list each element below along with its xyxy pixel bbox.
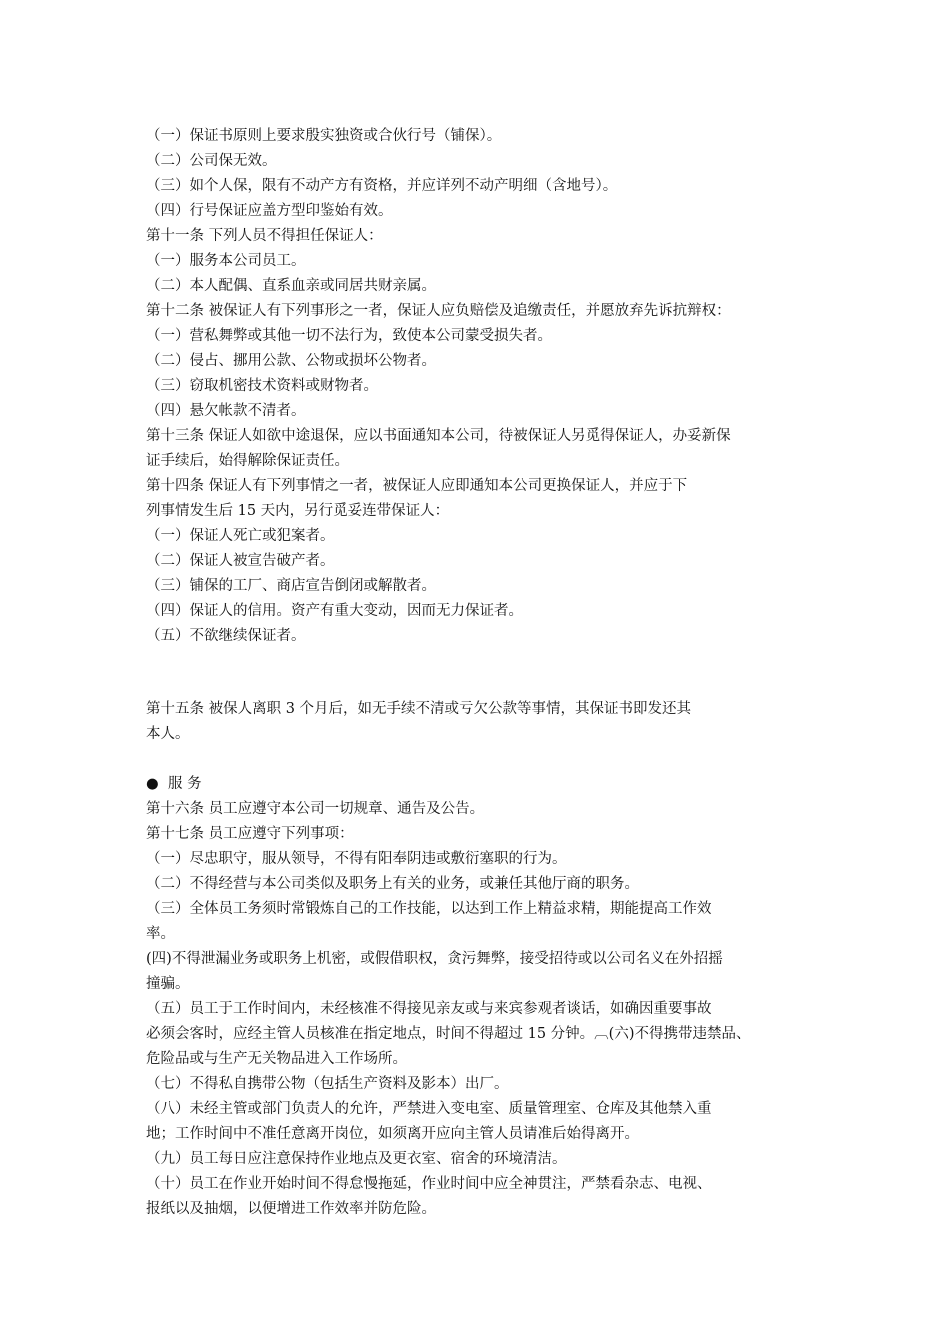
text-line: 本人。 bbox=[146, 726, 190, 742]
text-line: 地；工作时间中不准任意离开岗位，如须离开应向主管人员请准后始得离开。 bbox=[146, 1126, 639, 1142]
text-line: 证手续后，始得解除保证责任。 bbox=[146, 453, 349, 469]
text-line: （九）员工每日应注意保持作业地点及更衣室、宿舍的环境清洁。 bbox=[146, 1151, 567, 1167]
text-line: （三）铺保的工厂、商店宣告倒闭或解散者。 bbox=[146, 578, 436, 594]
text-line: （三）窃取机密技术资料或财物者。 bbox=[146, 378, 378, 394]
section-heading bbox=[146, 772, 846, 797]
text-line: （三）全体员工务须时常锻炼自己的工作技能，以达到工作上精益求精，期能提高工作效 bbox=[146, 901, 712, 917]
text-line: 率。 bbox=[146, 926, 175, 942]
text-line: （一）尽忠职守，服从领导，不得有阳奉阴违或敷衍塞职的行为。 bbox=[146, 851, 567, 867]
text-line: （八）未经主管或部门负责人的允许，严禁进入变电室、质量管理室、仓库及其他禁入重 bbox=[146, 1101, 712, 1117]
text-line: （四）保证人的信用。资产有重大变动，因而无力保证者。 bbox=[146, 603, 523, 619]
text-line: （三）如个人保，限有不动产方有资格，并应详列不动产明细（含地号）。 bbox=[146, 178, 618, 194]
text-line: 必须会客时，应经主管人员核准在指定地点，时间不得超过 15 分钟。︹(六)不得携带违禁品、 bbox=[146, 1026, 751, 1042]
text-line: （十）员工在作业开始时间不得怠慢拖延，作业时间中应全神贯注，严禁看杂志、电视、 bbox=[146, 1176, 712, 1192]
text-line: （一）营私舞弊或其他一切不法行为，致使本公司蒙受损失者。 bbox=[146, 328, 552, 344]
text-line: （二）侵占、挪用公款、公物或损坏公物者。 bbox=[146, 353, 436, 369]
text-line: （五）不欲继续保证者。 bbox=[146, 628, 306, 644]
text-line: （四）悬欠帐款不清者。 bbox=[146, 403, 306, 419]
text-line: （二）公司保无效。 bbox=[146, 153, 277, 169]
text-line: （二）本人配偶、直系血亲或同居共财亲属。 bbox=[146, 278, 436, 294]
text-line: （五）员工于工作时间内，未经核准不得接见亲友或与来宾参观者谈话，如确因重要事故 bbox=[146, 1001, 712, 1017]
section-heading-title: 服 务 bbox=[168, 776, 202, 792]
text-line: （四）行号保证应盖方型印鉴始有效。 bbox=[146, 203, 393, 219]
bullet-icon: ● bbox=[146, 776, 159, 792]
text-line: （二）保证人被宣告破产者。 bbox=[146, 553, 335, 569]
article-11: 第十一条 下列人员不得担任保证人： bbox=[146, 228, 383, 244]
article-16: 第十六条 员工应遵守本公司一切规章、通告及公告。 bbox=[146, 801, 485, 817]
text-line: 列事情发生后 15 天内，另行觅妥连带保证人： bbox=[146, 503, 450, 519]
article-17: 第十七条 员工应遵守下列事项： bbox=[146, 826, 354, 842]
text-line: （一）保证书原则上要求殷实独资或合伙行号（铺保）。 bbox=[146, 128, 502, 144]
article-15: 第十五条 被保人离职 3 个月后，如无手续不清或亏欠公款等事情，其保证书即发还其 bbox=[146, 701, 692, 717]
text-line: （七）不得私自携带公物（包括生产资料及影本）出厂。 bbox=[146, 1076, 509, 1092]
text-line: （一）保证人死亡或犯案者。 bbox=[146, 528, 335, 544]
text-line: 撞骗。 bbox=[146, 976, 190, 992]
article-13: 第十三条 保证人如欲中途退保，应以书面通知本公司，待被保证人另觅得保证人，办妥新保 bbox=[146, 428, 731, 444]
text-line: 危险品或与生产无关物品进入工作场所。 bbox=[146, 1051, 407, 1067]
article-14: 第十四条 保证人有下列事情之一者，被保证人应即通知本公司更换保证人，并应于下 bbox=[146, 478, 688, 494]
text-line: （二）不得经营与本公司类似及职务上有关的业务，或兼任其他厅商的职务。 bbox=[146, 876, 639, 892]
text-line: 报纸以及抽烟，以便增进工作效率并防危险。 bbox=[146, 1201, 436, 1217]
text-line: （一）服务本公司员工。 bbox=[146, 253, 306, 269]
text-line: (四)不得泄漏业务或职务上机密，或假借职权，贪污舞弊，接受招待或以公司名义在外招摇 bbox=[146, 951, 723, 967]
article-12: 第十二条 被保证人有下列事形之一者，保证人应负赔偿及追缴责任，并愿放弃先诉抗辩权： bbox=[146, 303, 731, 319]
